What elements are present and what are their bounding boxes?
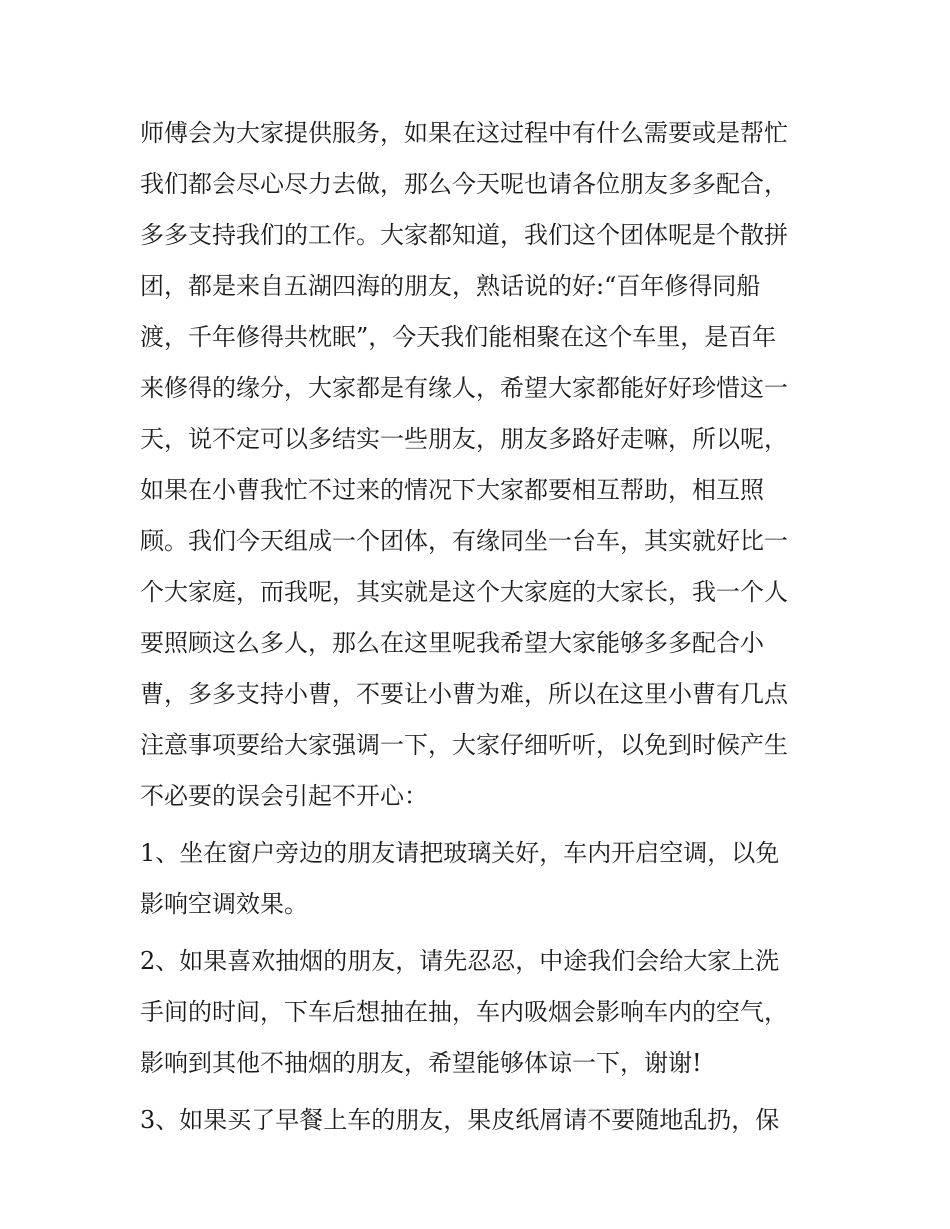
text-line: 多多支持我们的工作。大家都知道，我们这个团体呢是个散拼 [140, 221, 788, 249]
text-line: 天，说不定可以多结实一些朋友，朋友多路好走嘛，所以呢， [140, 425, 788, 453]
text-line: 渡，千年修得共枕眠”，今天我们能相聚在这个车里，是百年 [140, 323, 777, 351]
list-item-3-line: 3、如果买了早餐上车的朋友，果皮纸屑请不要随地乱扔，保 [140, 1106, 780, 1134]
text-line: 不必要的误会引起不开心： [140, 782, 428, 810]
list-item-2-line: 影响到其他不抽烟的朋友，希望能够体谅一下，谢谢! [140, 1049, 702, 1077]
text-line: 顾。我们今天组成一个团体，有缘同坐一台车，其实就好比一 [140, 527, 788, 555]
text-line: 个大家庭，而我呢，其实就是这个大家庭的大家长，我一个人 [140, 578, 788, 606]
text-line: 注意事项要给大家强调一下，大家仔细听听，以免到时候产生 [140, 731, 788, 759]
text-line: 要照顾这么多人，那么在这里呢我希望大家能够多多配合小 [140, 629, 764, 657]
list-item-2-line: 手间的时间，下车后想抽在抽，车内吸烟会影响车内的空气， [140, 998, 788, 1026]
body-text [140, 108, 820, 1146]
text-line: 团，都是来自五湖四海的朋友，熟话说的好:“百年修得同船 [140, 272, 761, 300]
list-item-1-line: 1、坐在窗户旁边的朋友请把玻璃关好，车内开启空调，以免 [140, 839, 780, 867]
text-line: 我们都会尽心尽力去做，那么今天呢也请各位朋友多多配合， [140, 170, 788, 198]
text-line: 来修得的缘分，大家都是有缘人，希望大家都能好好珍惜这一 [140, 374, 788, 402]
text-line: 师傅会为大家提供服务，如果在这过程中有什么需要或是帮忙 [140, 119, 788, 147]
list-item-1-line: 影响空调效果。 [140, 890, 308, 918]
list-item-2-line: 2、如果喜欢抽烟的朋友，请先忍忍，中途我们会给大家上洗 [140, 947, 780, 975]
text-line: 曹，多多支持小曹，不要让小曹为难，所以在这里小曹有几点 [140, 680, 788, 708]
text-line: 如果在小曹我忙不过来的情况下大家都要相互帮助，相互照 [140, 476, 764, 504]
